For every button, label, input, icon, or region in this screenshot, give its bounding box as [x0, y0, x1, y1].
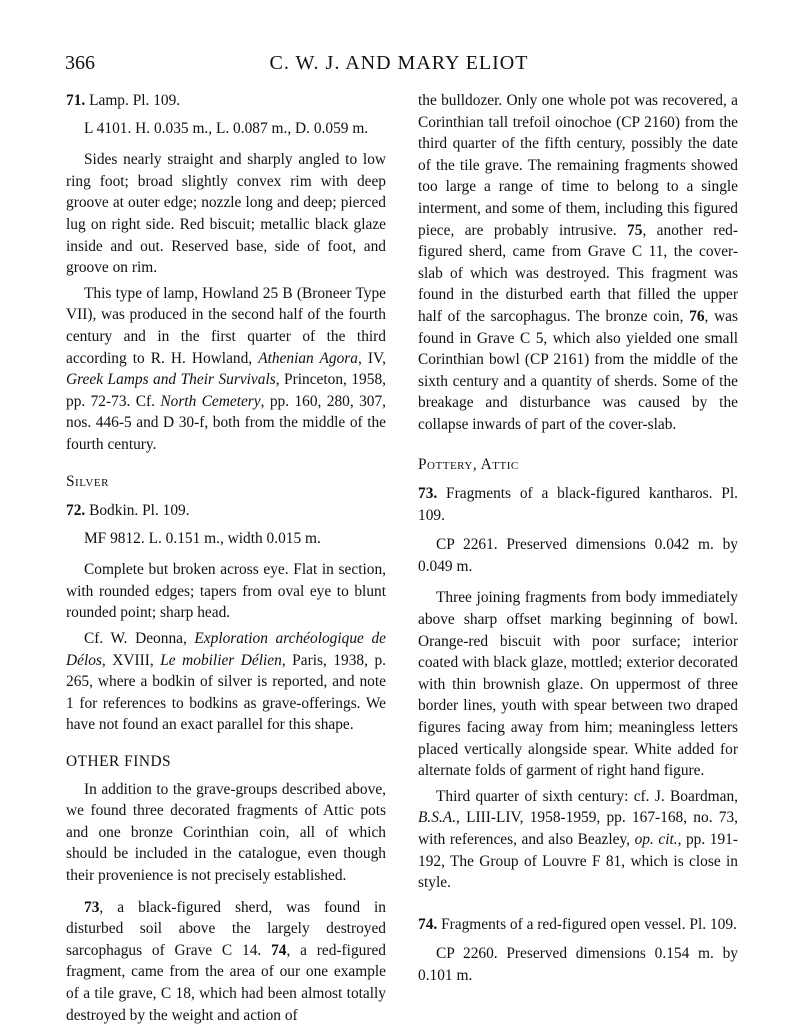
other-finds-paragraph-2: 73, a black-figured sherd, was found in disturbed soil above the largely destroyed sarcophagus of Grave C 14. 74, a red-figured fragment, came from the area of our one example of a tile grave, C 18, which had been almost totally destroyed by the weight and action of — [66, 898, 386, 1024]
entry-72-title — [66, 500, 386, 522]
running-head: C. W. J. AND MARY ELIOT — [269, 52, 529, 74]
entry-71-title — [66, 90, 386, 112]
entry-73-description: Three joining fragments from body immediately above sharp offset marking beginning of bowl. Orange-red biscuit with poor surface; interior coated with black glaze, mottled; exterior decorated with thin brownish glaze. On uppermost of three border lines, youth with spear between two draped figures facing away from him; meaningless letters placed vertically alongside spear. White added for alternate folds of garment of right hand figure. — [418, 589, 738, 780]
entry-73-title — [418, 483, 738, 526]
entry-74-title — [418, 914, 738, 936]
entry-71-description: Sides nearly straight and sharply angled to low ring foot; broad slightly convex rim with deep groove at outer edge; nozzle long and deep; pierced lug on right side. Red biscuit; metallic black glaze inside and out. Reserved base, side of foot, and groove on rim. — [66, 151, 386, 277]
entry-title: Fragments of a black-figured kantharos. Pl. 109. — [418, 485, 738, 524]
entry-72-description: Complete but broken across eye. Flat in section, with rounded edges; tapers from oval eye to blunt rounded point; sharp head. — [66, 561, 386, 622]
other-finds-paragraph-1: In addition to the grave-groups described above, we found three decorated fragments of Attic pots and one bronze Corinthian coin, all of which should be included in the catalogue, even though their provenience is not precisely established. — [66, 780, 386, 884]
entry-number: 72. — [66, 502, 86, 520]
page-header — [0, 52, 798, 82]
section-heading-pottery-attic: Pottery, Attic — [418, 455, 519, 473]
page-number: 366 — [65, 52, 95, 74]
entry-74-meta: CP 2260. Preserved dimensions 0.154 m. by 0.101 m. — [418, 945, 738, 984]
entry-73-meta: CP 2261. Preserved dimensions 0.042 m. by 0.049 m. — [418, 536, 738, 575]
entry-number: 73. — [418, 485, 438, 503]
left-column — [66, 90, 386, 1026]
other-finds-continuation: the bulldozer. Only one whole pot was recovered, a Corinthian tall trefoil oinochoe (CP 2160) from the third quarter of the fifth century, possibly the date of the tile grave. The remaining fragments showed too large a range of time to belong to a single interment, and some of them, including this figured piece, are probably intrusive. 75, another red-figured sherd, came from Grave C 11, the cover-slab of which was destroyed. This fragment was found in the disturbed earth that filled the upper half of the sarcophagus. The bronze coin, 76, was found in Grave C 5, which also yielded one small Corinthian bowl (CP 2161) from the middle of the sixth century and a quantity of sherds. Some of the breakage and disturbance was caused by the collapse inwards of part of the cover-slab. — [418, 92, 738, 433]
entry-71-commentary: This type of lamp, Howland 25 B (Broneer Type VII), was produced in the second half of the fourth century and in the first quarter of the third according to R. H. Howland, Athenian Agora, IV, Greek Lamps and Their Survivals, Princeton, 1958, pp. 72-73. Cf. North Cemetery, pp. 160, 280, 307, nos. 446-5 and D 30-f, both from the middle of the fourth century. — [66, 284, 386, 453]
entry-72-meta: MF 9812. L. 0.151 m., width 0.015 m. — [84, 529, 321, 547]
entry-title: Lamp. Pl. 109. — [85, 92, 181, 109]
entry-72-commentary: Cf. W. Deonna, Exploration archéologique de Délos, XVIII, Le mobilier Délien, Paris, 1938, p. 265, where a bodkin of silver is reported, and note 1 for references to bodkins as grave-offerings. We have not found an exact parallel for this shape. — [66, 630, 386, 734]
entry-title: Fragments of a red-figured open vessel. Pl. 109. — [437, 915, 737, 933]
section-heading-other-finds: OTHER FINDS — [66, 753, 172, 771]
entry-71-meta: L 4101. H. 0.035 m., L. 0.087 m., D. 0.059 m. — [84, 119, 369, 137]
entry-number: 74. — [418, 915, 438, 933]
entry-title: Bodkin. Pl. 109. — [85, 502, 190, 520]
section-heading-silver: Silver — [66, 472, 109, 490]
entry-number: 71. — [66, 92, 86, 109]
right-column — [418, 90, 738, 987]
entry-73-commentary: Third quarter of sixth century: cf. J. Boardman, B.S.A., LIII-LIV, 1958-1959, pp. 167-168, no. 73, with references, and also Beazley, op. cit., pp. 191-192, The Group of Louvre F 81, which is close in style. — [418, 787, 738, 892]
